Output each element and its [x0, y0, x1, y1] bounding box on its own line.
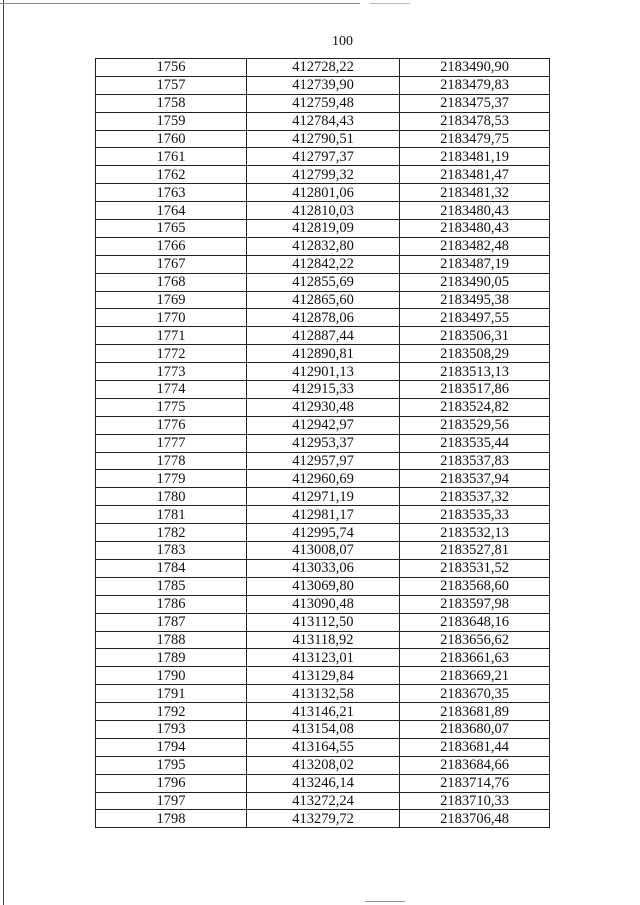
- table-row: [96, 595, 550, 613]
- x-coordinate-cell: 413090,48: [247, 595, 400, 613]
- table-row: [96, 720, 550, 738]
- y-coordinate-cell: 2183532,13: [400, 524, 550, 542]
- table-row: [96, 130, 550, 148]
- y-coordinate-cell: 2183706,48: [400, 810, 550, 828]
- point-number-cell: 1772: [96, 345, 247, 363]
- y-coordinate-cell: 2183508,29: [400, 345, 550, 363]
- x-coordinate-cell: 412797,37: [247, 148, 400, 166]
- point-number-cell: 1765: [96, 220, 247, 238]
- table-row: [96, 327, 550, 345]
- point-number-cell: 1766: [96, 237, 247, 255]
- point-number-cell: 1788: [96, 631, 247, 649]
- y-coordinate-cell: 2183529,56: [400, 416, 550, 434]
- x-coordinate-cell: 412865,60: [247, 291, 400, 309]
- y-coordinate-cell: 2183527,81: [400, 542, 550, 560]
- x-coordinate-cell: 413246,14: [247, 774, 400, 792]
- y-coordinate-cell: 2183497,55: [400, 309, 550, 327]
- x-coordinate-cell: 413123,01: [247, 649, 400, 667]
- x-coordinate-cell: 413146,21: [247, 703, 400, 721]
- y-coordinate-cell: 2183478,53: [400, 112, 550, 130]
- point-number-cell: 1778: [96, 452, 247, 470]
- table-row: [96, 667, 550, 685]
- x-coordinate-cell: 412784,43: [247, 112, 400, 130]
- table-row: [96, 613, 550, 631]
- point-number-cell: 1768: [96, 273, 247, 291]
- point-number-cell: 1798: [96, 810, 247, 828]
- table-row: [96, 542, 550, 560]
- table-row: [96, 255, 550, 273]
- x-coordinate-cell: 412739,90: [247, 76, 400, 94]
- table-row: [96, 559, 550, 577]
- point-number-cell: 1785: [96, 577, 247, 595]
- y-coordinate-cell: 2183537,94: [400, 470, 550, 488]
- table-row: [96, 792, 550, 810]
- y-coordinate-cell: 2183481,19: [400, 148, 550, 166]
- y-coordinate-cell: 2183597,98: [400, 595, 550, 613]
- x-coordinate-cell: 412801,06: [247, 184, 400, 202]
- y-coordinate-cell: 2183479,75: [400, 130, 550, 148]
- y-coordinate-cell: 2183537,83: [400, 452, 550, 470]
- table-row: [96, 434, 550, 452]
- y-coordinate-cell: 2183661,63: [400, 649, 550, 667]
- table-row: [96, 738, 550, 756]
- y-coordinate-cell: 2183495,38: [400, 291, 550, 309]
- point-number-cell: 1794: [96, 738, 247, 756]
- table-row: [96, 220, 550, 238]
- y-coordinate-cell: 2183656,62: [400, 631, 550, 649]
- x-coordinate-cell: 413129,84: [247, 667, 400, 685]
- x-coordinate-cell: 412832,80: [247, 237, 400, 255]
- x-coordinate-cell: 412878,06: [247, 309, 400, 327]
- point-number-cell: 1787: [96, 613, 247, 631]
- table-row: [96, 148, 550, 166]
- point-number-cell: 1783: [96, 542, 247, 560]
- table-row: [96, 59, 550, 77]
- y-coordinate-cell: 2183482,48: [400, 237, 550, 255]
- table-row: [96, 810, 550, 828]
- y-coordinate-cell: 2183513,13: [400, 363, 550, 381]
- table-row: [96, 685, 550, 703]
- table-row: [96, 166, 550, 184]
- table-row: [96, 273, 550, 291]
- coordinates-table-body: [96, 59, 550, 828]
- point-number-cell: 1773: [96, 363, 247, 381]
- x-coordinate-cell: 412759,48: [247, 94, 400, 112]
- point-number-cell: 1796: [96, 774, 247, 792]
- y-coordinate-cell: 2183490,05: [400, 273, 550, 291]
- x-coordinate-cell: 412930,48: [247, 398, 400, 416]
- point-number-cell: 1769: [96, 291, 247, 309]
- x-coordinate-cell: 413279,72: [247, 810, 400, 828]
- table-row: [96, 112, 550, 130]
- point-number-cell: 1763: [96, 184, 247, 202]
- point-number-cell: 1779: [96, 470, 247, 488]
- x-coordinate-cell: 412855,69: [247, 273, 400, 291]
- y-coordinate-cell: 2183481,32: [400, 184, 550, 202]
- scan-edge-left: [3, 0, 4, 905]
- table-row: [96, 470, 550, 488]
- point-number-cell: 1791: [96, 685, 247, 703]
- point-number-cell: 1789: [96, 649, 247, 667]
- table-row: [96, 506, 550, 524]
- y-coordinate-cell: 2183669,21: [400, 667, 550, 685]
- y-coordinate-cell: 2183481,47: [400, 166, 550, 184]
- point-number-cell: 1774: [96, 381, 247, 399]
- x-coordinate-cell: 413112,50: [247, 613, 400, 631]
- point-number-cell: 1793: [96, 720, 247, 738]
- y-coordinate-cell: 2183535,44: [400, 434, 550, 452]
- y-coordinate-cell: 2183490,90: [400, 59, 550, 77]
- point-number-cell: 1797: [96, 792, 247, 810]
- y-coordinate-cell: 2183537,32: [400, 488, 550, 506]
- point-number-cell: 1756: [96, 59, 247, 77]
- x-coordinate-cell: 412971,19: [247, 488, 400, 506]
- table-row: [96, 774, 550, 792]
- x-coordinate-cell: 412957,97: [247, 452, 400, 470]
- table-row: [96, 94, 550, 112]
- y-coordinate-cell: 2183681,89: [400, 703, 550, 721]
- x-coordinate-cell: 413132,58: [247, 685, 400, 703]
- x-coordinate-cell: 412799,32: [247, 166, 400, 184]
- table-row: [96, 345, 550, 363]
- y-coordinate-cell: 2183479,83: [400, 76, 550, 94]
- y-coordinate-cell: 2183568,60: [400, 577, 550, 595]
- point-number-cell: 1761: [96, 148, 247, 166]
- point-number-cell: 1786: [96, 595, 247, 613]
- point-number-cell: 1762: [96, 166, 247, 184]
- y-coordinate-cell: 2183648,16: [400, 613, 550, 631]
- y-coordinate-cell: 2183670,35: [400, 685, 550, 703]
- x-coordinate-cell: 412995,74: [247, 524, 400, 542]
- point-number-cell: 1784: [96, 559, 247, 577]
- x-coordinate-cell: 413208,02: [247, 756, 400, 774]
- y-coordinate-cell: 2183531,52: [400, 559, 550, 577]
- x-coordinate-cell: 412810,03: [247, 202, 400, 220]
- y-coordinate-cell: 2183681,44: [400, 738, 550, 756]
- table-row: [96, 416, 550, 434]
- table-row: [96, 452, 550, 470]
- x-coordinate-cell: 412915,33: [247, 381, 400, 399]
- x-coordinate-cell: 413069,80: [247, 577, 400, 595]
- point-number-cell: 1764: [96, 202, 247, 220]
- point-number-cell: 1776: [96, 416, 247, 434]
- coordinates-table: [95, 58, 550, 828]
- table-row: [96, 202, 550, 220]
- table-row: [96, 363, 550, 381]
- x-coordinate-cell: 412890,81: [247, 345, 400, 363]
- y-coordinate-cell: 2183506,31: [400, 327, 550, 345]
- point-number-cell: 1767: [96, 255, 247, 273]
- x-coordinate-cell: 412887,44: [247, 327, 400, 345]
- point-number-cell: 1781: [96, 506, 247, 524]
- x-coordinate-cell: 412981,17: [247, 506, 400, 524]
- table-row: [96, 398, 550, 416]
- point-number-cell: 1777: [96, 434, 247, 452]
- y-coordinate-cell: 2183680,07: [400, 720, 550, 738]
- x-coordinate-cell: 412953,37: [247, 434, 400, 452]
- y-coordinate-cell: 2183480,43: [400, 202, 550, 220]
- y-coordinate-cell: 2183710,33: [400, 792, 550, 810]
- x-coordinate-cell: 412901,13: [247, 363, 400, 381]
- point-number-cell: 1760: [96, 130, 247, 148]
- x-coordinate-cell: 413272,24: [247, 792, 400, 810]
- point-number-cell: 1770: [96, 309, 247, 327]
- point-number-cell: 1757: [96, 76, 247, 94]
- scan-edge-bottom-fragment: [365, 901, 405, 902]
- point-number-cell: 1759: [96, 112, 247, 130]
- table-row: [96, 756, 550, 774]
- x-coordinate-cell: 412819,09: [247, 220, 400, 238]
- point-number-cell: 1775: [96, 398, 247, 416]
- table-row: [96, 291, 550, 309]
- point-number-cell: 1792: [96, 703, 247, 721]
- y-coordinate-cell: 2183517,86: [400, 381, 550, 399]
- x-coordinate-cell: 412842,22: [247, 255, 400, 273]
- y-coordinate-cell: 2183684,66: [400, 756, 550, 774]
- x-coordinate-cell: 412728,22: [247, 59, 400, 77]
- table-row: [96, 649, 550, 667]
- table-row: [96, 309, 550, 327]
- scan-edge-top-fragment: [370, 3, 410, 4]
- y-coordinate-cell: 2183524,82: [400, 398, 550, 416]
- point-number-cell: 1790: [96, 667, 247, 685]
- table-row: [96, 577, 550, 595]
- table-row: [96, 631, 550, 649]
- x-coordinate-cell: 413164,55: [247, 738, 400, 756]
- x-coordinate-cell: 413008,07: [247, 542, 400, 560]
- table-row: [96, 488, 550, 506]
- x-coordinate-cell: 412960,69: [247, 470, 400, 488]
- point-number-cell: 1758: [96, 94, 247, 112]
- table-row: [96, 184, 550, 202]
- point-number-cell: 1795: [96, 756, 247, 774]
- y-coordinate-cell: 2183535,33: [400, 506, 550, 524]
- point-number-cell: 1780: [96, 488, 247, 506]
- y-coordinate-cell: 2183714,76: [400, 774, 550, 792]
- scan-edge-top: [0, 3, 360, 4]
- table-row: [96, 237, 550, 255]
- table-row: [96, 381, 550, 399]
- y-coordinate-cell: 2183475,37: [400, 94, 550, 112]
- table-row: [96, 703, 550, 721]
- y-coordinate-cell: 2183487,19: [400, 255, 550, 273]
- x-coordinate-cell: 412790,51: [247, 130, 400, 148]
- x-coordinate-cell: 413118,92: [247, 631, 400, 649]
- x-coordinate-cell: 413033,06: [247, 559, 400, 577]
- page-number: 100: [332, 34, 353, 49]
- table-row: [96, 76, 550, 94]
- table-row: [96, 524, 550, 542]
- point-number-cell: 1782: [96, 524, 247, 542]
- x-coordinate-cell: 413154,08: [247, 720, 400, 738]
- point-number-cell: 1771: [96, 327, 247, 345]
- y-coordinate-cell: 2183480,43: [400, 220, 550, 238]
- x-coordinate-cell: 412942,97: [247, 416, 400, 434]
